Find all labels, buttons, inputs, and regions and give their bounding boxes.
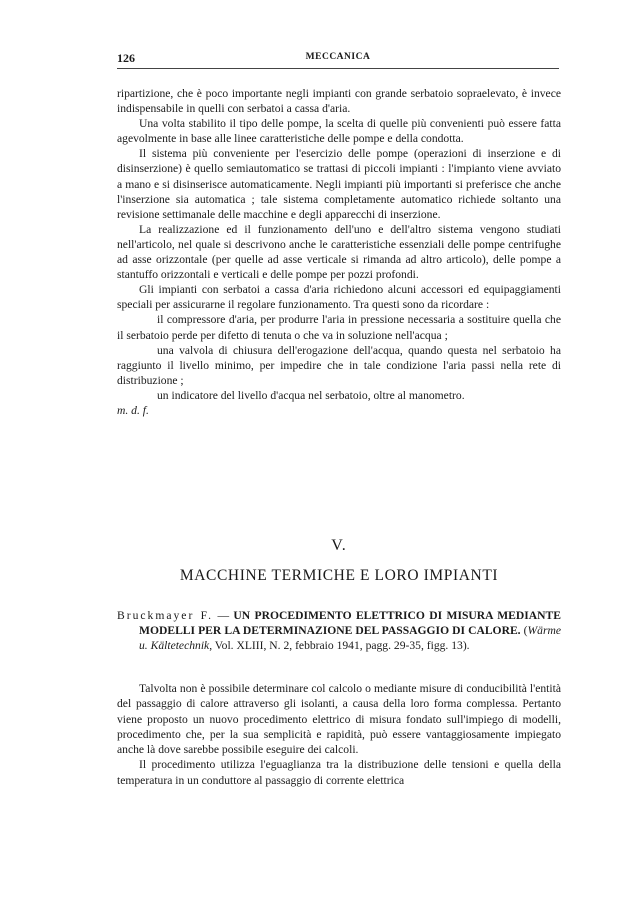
page-header [117,50,559,69]
bibliographic-entry: Bruckmayer F. — UN PROCEDIMENTO ELETTRICO DI MISURA MEDIANTE MODELLI PER LA DETERMINAZIONE DEL PASSAGGIO DI CALORE. (Wärme u. Kältetechnik, Vol. XLIII, N. 2, febbraio 1941, pagg. 29-35, figg. 13). [117,609,562,653]
entry-title: UN PROCEDIMENTO ELETTRICO DI MISURA MEDIANTE MODELLI PER LA DETERMINAZIONE DEL PASSAGGIO DI CALORE. [139,609,562,638]
entry-author: Bruckmayer F. [117,609,214,622]
list-item: un indicatore del livello d'acqua nel serbatoio, oltre al manometro. [157,388,465,402]
list-item: il compressore d'aria, per produrre l'aria in pressione necessaria a sostituire quella che il serbatoio perde per difetto di tenuta o che va in soluzione nell'acqua ; [117,313,561,342]
paragraph: La realizzazione ed il funzionamento dell'uno e dell'altro sistema vengono studiati nell'articolo, nel quale si descrivono anche le caratteristiche essenziali delle pompe centrifughe ad asse orizzontale (per quelle ad asse verticale si rimanda ad altro articolo), delle pompe a stantuffo orizzontali e verticali e delle pompe per pozzi profondi. [117,222,561,282]
entry-details: , Vol. XLIII, N. 2, febbraio 1941, pagg. 29-35, figg. 13). [209,639,470,653]
paragraph: Talvolta non è possibile determinare col calcolo o mediante misure di conducibilità l'entità del passaggio di calore attraverso gli isolanti, a causa della loro forma complessa. Pertanto viene proposto un nuovo procedimento elettrico di misura fondato sull'impiego di modelli, procedimento che, per la sua semplicità e rapidità, può essere vantaggiosamente impiegato anche là dove sarebbe possibile eseguire dei calcoli. [117,682,561,757]
entry-abstract [117,681,561,788]
paragraph: ripartizione, che è poco importante negli impianti con grande serbatoio sopraelevato, è invece indispensabile in quelli con serbatoi a cassa d'aria. [117,87,561,116]
paragraph: Il procedimento utilizza l'eguaglianza tra la distribuzione delle tensioni e quella della temperatura in un conduttore al passaggio di corrente elettrica [117,758,561,787]
entry-journal: Wärme u. Kältetechnik [139,624,561,653]
entry-dash: — [213,609,234,622]
page-number: 126 [117,51,135,65]
paragraph: Il sistema più conveniente per l'esercizio delle pompe (operazioni di inserzione e di disinserzione) è quello semiautomatico se trattasi di piccoli impianti : l'impianto viene avviato a mano e si disinserisce automaticamente. Negli impianti più importanti si preferisce che anche l'inserzione sia automatica ; tale sistema completamente automatico richiede soltanto una revisione settimanale delle macchine e degli apparecchi di inserzione. [117,147,561,221]
running-title: MECCANICA [305,52,371,62]
paragraph: Una volta stabilito il tipo delle pompe, la scelta di quelle più convenienti può essere fatta agevolmente in base alle linee caratteristiche delle pompe e della condotta. [117,117,561,146]
section-title: MACCHINE TERMICHE E LORO IMPIANTI [179,567,499,584]
paragraph: Gli impianti con serbatoi a cassa d'aria richiedono alcuni accessori ed equipaggiamenti speciali per assicurarne il regolare funzionamento. Tra questi sono da ricordare : [117,283,561,312]
section-number: V. [331,537,347,554]
author-signature: m. d. f. [117,403,149,417]
pump-article-text [117,86,561,418]
list-item: una valvola di chiusura dell'erogazione dell'acqua, quando questa nel serbatoio ha raggiunto il livello minimo, per impedire che in tale condizione l'aria passi nella rete di distribuzione ; [117,343,561,387]
